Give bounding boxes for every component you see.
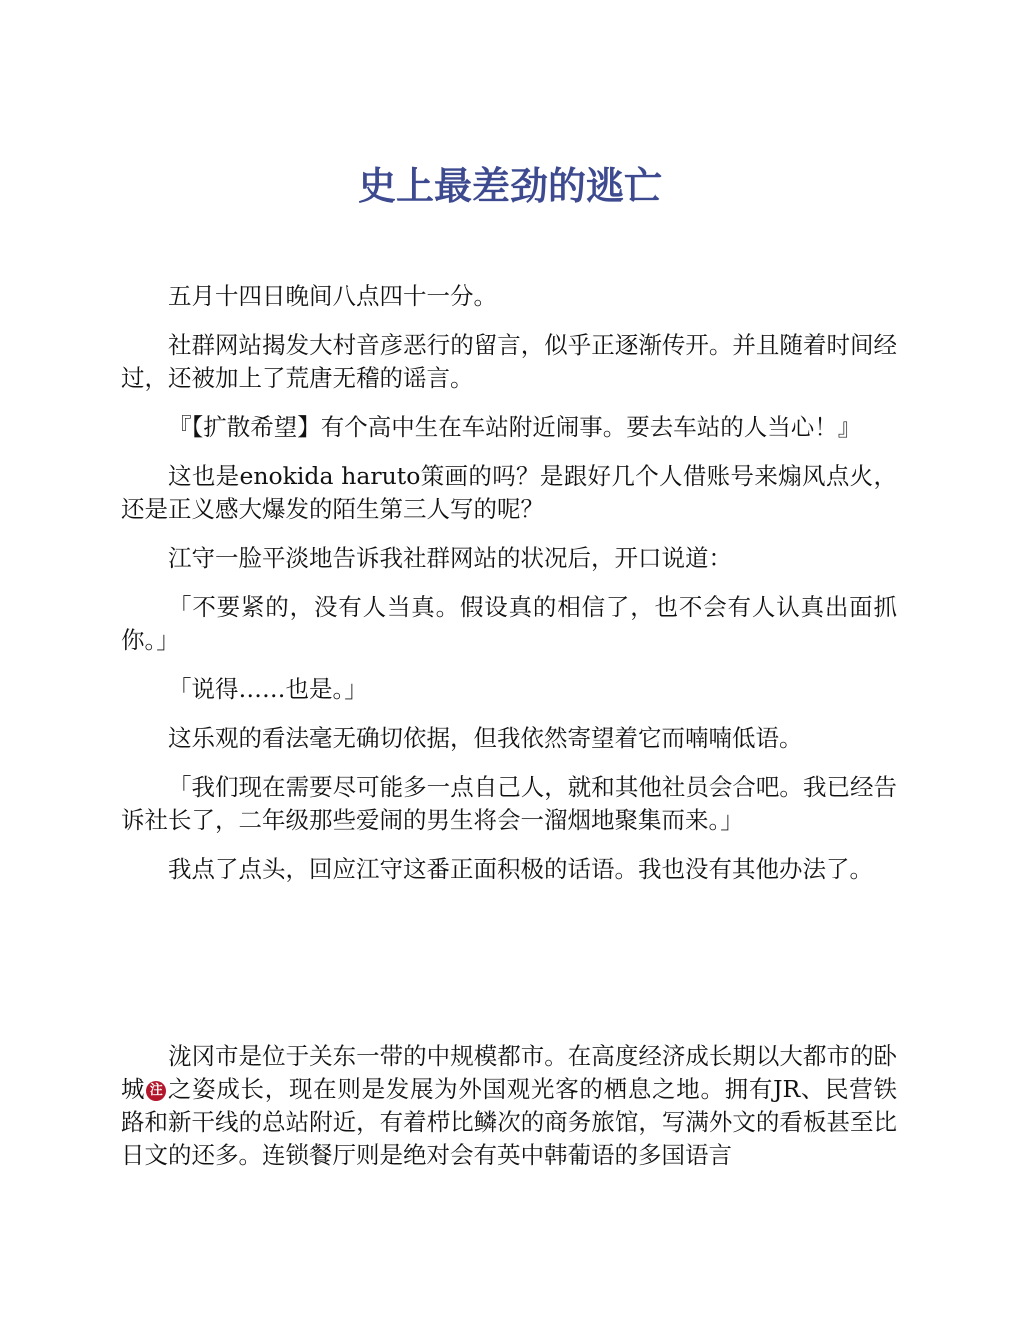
paragraph: 五月十四日晚间八点四十一分。 xyxy=(168,282,497,310)
paragraph: 江守一脸平淡地告诉我社群网站的状况后，开口说道： xyxy=(168,544,732,572)
paragraph xyxy=(121,1040,897,1172)
paragraph: 我点了点头，回应江守这番正面积极的话语。我也没有其他办法了。 xyxy=(168,855,873,883)
paragraph: 「我们现在需要尽可能多一点自己人，就和其他社员会合吧。我已经告诉社长了，二年级那些爱闹的男生将会一溜烟地聚集而来。」 xyxy=(121,773,897,834)
section-body xyxy=(121,280,897,902)
paragraph: 社群网站揭发大村音彦恶行的留言，似乎正逐渐传开。并且随着时间经过，还被加上了荒唐无稽的谣言。 xyxy=(121,331,897,392)
paragraph: 『【扩散希望】有个高中生在车站附近闹事。要去车站的人当心！』 xyxy=(168,413,862,441)
paragraph-text: 泷冈市是位于关东一带的中规模都市。在高度经济成长期以大都市的卧城 xyxy=(121,1042,897,1103)
paragraph: 「不要紧的，没有人当真。假设真的相信了，也不会有人认真出面抓你。」 xyxy=(121,593,897,654)
paragraph: 这也是enokida haruto策画的吗？是跟好几个人借账号来煽风点火，还是正义感大爆发的陌生第三人写的呢？ xyxy=(121,462,897,523)
section-body xyxy=(121,1040,897,1188)
footnote-marker[interactable]: 注 xyxy=(146,1081,166,1101)
paragraph-text: 之姿成长，现在则是发展为外国观光客的栖息之地。拥有JR、民营铁路和新干线的总站附近，有着栉比鳞次的商务旅馆，写满外文的看板甚至比日文的还多。连锁餐厅则是绝对会有英中韩葡语的多国语言 xyxy=(121,1075,898,1169)
paragraph: 这乐观的看法毫无确切依据，但我依然寄望着它而喃喃低语。 xyxy=(168,724,803,752)
paragraph: 「说得……也是。」 xyxy=(168,675,368,703)
chapter-title: 史上最差劲的逃亡 xyxy=(357,164,662,208)
